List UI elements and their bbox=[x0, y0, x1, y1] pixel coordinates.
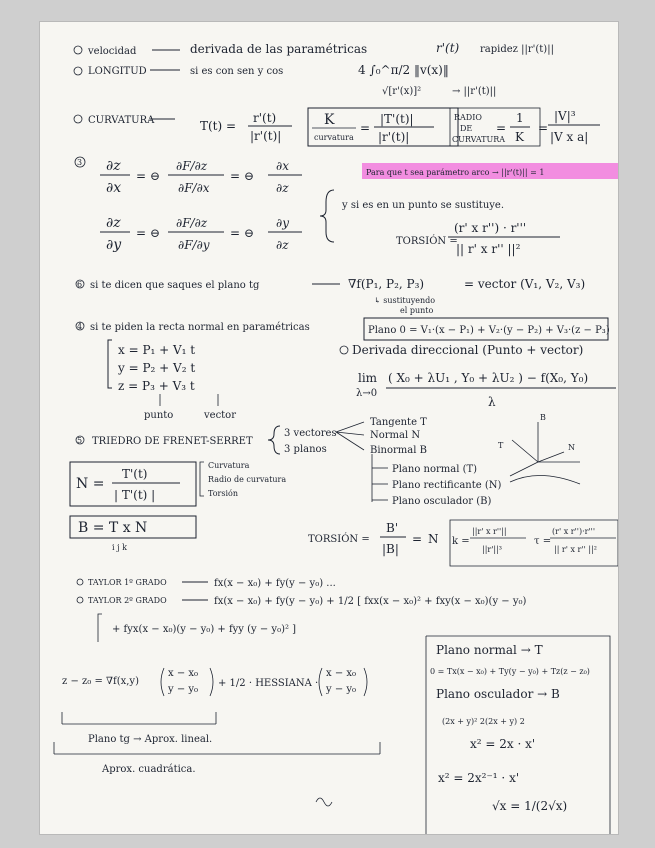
taylor2-cont: + fyx(x − x₀)(y − y₀) + fyy (y − y₀)² ] bbox=[112, 624, 297, 635]
notes-sheet bbox=[40, 22, 618, 834]
n-lhs: N = bbox=[76, 476, 105, 492]
z-eq: z = P₃ + V₃ t bbox=[118, 379, 195, 393]
sustituyendo-text: ↳ sustituyendo bbox=[374, 296, 436, 305]
bullet-icon bbox=[74, 115, 82, 123]
torsion-num: (r' x r'') · r''' bbox=[454, 221, 527, 235]
torsion-den: || r' x r'' ||² bbox=[456, 242, 521, 256]
svg-text:= ⊖: = ⊖ bbox=[136, 169, 160, 183]
gradient-formula: ∇f(P₁, P₂, P₃) bbox=[348, 277, 425, 291]
v-den: |V x a| bbox=[550, 130, 589, 144]
eq1-mid-den: ∂F/∂x bbox=[178, 181, 210, 195]
section-number: 6 bbox=[77, 280, 83, 289]
bullet-icon bbox=[340, 346, 348, 354]
svg-text:=: = bbox=[496, 121, 507, 135]
three-planes: 3 planos bbox=[284, 444, 327, 455]
k-sublabel: curvatura bbox=[314, 133, 354, 142]
torsion-b-num: B' bbox=[386, 521, 399, 535]
scratch-line2: x² = 2x · x' bbox=[470, 737, 536, 751]
normal-label: Normal N bbox=[370, 430, 421, 441]
svg-text:=: = bbox=[360, 121, 371, 135]
section-number: 3 bbox=[77, 158, 83, 167]
vector-label: vector bbox=[204, 410, 236, 421]
curvatura-item: Curvatura bbox=[208, 461, 250, 470]
longitud-sub1: √[r'(x)]² bbox=[382, 86, 422, 97]
scratch-line1: (2x + y)² 2(2x + y) 2 bbox=[442, 717, 525, 726]
tau-eq-label: τ = bbox=[534, 536, 552, 547]
svg-text:B: B bbox=[540, 413, 546, 422]
tangent-num: r'(t) bbox=[253, 111, 277, 125]
hessiana-text: + 1/2 · HESSIANA · bbox=[218, 678, 319, 689]
radio-line2: DE bbox=[460, 124, 473, 133]
dzdx-num: ∂z bbox=[106, 158, 121, 174]
z-eq: z − z₀ = ∇f(x,y) bbox=[62, 676, 139, 687]
scratch-line3: x² = 2x²⁻¹ · x' bbox=[438, 771, 520, 785]
brace-icon bbox=[320, 190, 334, 242]
longitud-formula: 4 ∫₀^π/2 ‖v(x)‖ bbox=[358, 63, 449, 77]
torsion-item: Torsión bbox=[208, 489, 238, 498]
rapidez-text: rapidez ||r'(t)|| bbox=[480, 44, 554, 55]
v-num: |V|³ bbox=[554, 109, 576, 123]
frenet-sketch bbox=[498, 413, 580, 484]
sustituye-note: y si es en un punto se sustituye. bbox=[342, 200, 505, 211]
torsion-b-den: |B| bbox=[382, 542, 399, 556]
dzdy-den: ∂y bbox=[106, 237, 122, 253]
plano-eq: Plano 0 = V₁·(x − P₁) + V₂·(y − P₂) + V₃·(z − P₃) bbox=[368, 325, 610, 336]
k-den2: ||r'||³ bbox=[482, 545, 503, 554]
brace-icon bbox=[268, 426, 280, 454]
plano-rectificante: Plano rectificante (N) bbox=[392, 480, 502, 491]
radio-num: 1 bbox=[516, 111, 524, 125]
k-eq-label: k = bbox=[452, 536, 470, 547]
section-number: 5 bbox=[77, 436, 83, 445]
plano-normal-eq: 0 = Tx(x − x₀) + Ty(y − y₀) + Tz(z − z₀) bbox=[430, 667, 590, 676]
hvec-top: x − x₀ bbox=[326, 668, 357, 679]
svg-text:=: = bbox=[538, 121, 549, 135]
radio-den: K bbox=[515, 130, 524, 144]
eq2-mid-den: ∂F/∂y bbox=[178, 238, 210, 252]
velocidad-label: velocidad bbox=[88, 46, 137, 57]
brace-icon bbox=[108, 340, 112, 388]
radio-item: Radio de curvatura bbox=[208, 475, 287, 484]
plano-normal: Plano normal (T) bbox=[392, 464, 478, 475]
svg-text:N: N bbox=[568, 443, 575, 452]
svg-text:=: = bbox=[412, 532, 423, 546]
bullet-icon bbox=[74, 46, 82, 54]
section-number: 4 bbox=[77, 322, 83, 331]
vec-top: x − x₀ bbox=[168, 668, 199, 679]
taylor2-expr: fx(x − x₀) + fy(y − y₀) + 1/2 [ fxx(x − x₀)² + fxy(x − x₀)(y − y₀) bbox=[214, 596, 527, 607]
deriv-dir-title: Derivada direccional (Punto + vector) bbox=[352, 343, 584, 357]
squiggle-mark bbox=[316, 798, 332, 806]
torsion-lhs: TORSIÓN = bbox=[308, 534, 370, 545]
plano-osculador-label: Plano osculador → B bbox=[436, 687, 560, 701]
tau-den: || r' x r'' ||² bbox=[554, 545, 597, 554]
dzdy-num: ∂z bbox=[106, 215, 121, 231]
svg-text:= ⊖: = ⊖ bbox=[230, 226, 254, 240]
n-num: T'(t) bbox=[122, 467, 148, 481]
torsion-label: TORSIÓN = bbox=[396, 236, 458, 247]
punto-label: punto bbox=[144, 410, 174, 421]
torsion-n: N bbox=[428, 532, 439, 546]
tangente-label: Tangente T bbox=[370, 417, 427, 428]
taylor2-label: TAYLOR 2º GRADO bbox=[88, 596, 167, 605]
radio-line1: RADIO bbox=[454, 113, 482, 122]
svg-text:= ⊖: = ⊖ bbox=[136, 226, 160, 240]
k-numerator: |T'(t)| bbox=[380, 112, 414, 126]
aprox-cuadratica: Aprox. cuadrática. bbox=[102, 764, 196, 775]
b-eq: B = T x N bbox=[78, 520, 148, 536]
plano-osculador: Plano osculador (B) bbox=[392, 496, 492, 507]
taylor1-label: TAYLOR 1º GRADO bbox=[88, 578, 167, 587]
dzdx-den: ∂x bbox=[106, 180, 122, 196]
bullet-icon bbox=[74, 67, 82, 75]
eq1-right-den: ∂z bbox=[276, 181, 289, 195]
plano-tg-aprox: Plano tg → Aprox. lineal. bbox=[88, 734, 213, 745]
taylor1-expr: fx(x − x₀) + fy(y − y₀) ... bbox=[214, 578, 336, 589]
tangent-lhs: T(t) = bbox=[200, 119, 237, 133]
longitud-label: LONGITUD bbox=[88, 66, 147, 77]
recta-normal-text: si te piden la recta normal en paramétricas bbox=[90, 322, 310, 333]
ijk-label: i j k bbox=[112, 543, 127, 552]
lim-den: λ bbox=[488, 395, 496, 409]
tau-num: (r' x r'')·r''' bbox=[552, 527, 596, 536]
x-eq: x = P₁ + V₁ t bbox=[118, 343, 196, 357]
bullet-icon bbox=[77, 597, 83, 603]
velocidad-formula: r'(t) bbox=[436, 41, 460, 55]
plano-tg-text: si te dicen que saques el plano tg bbox=[90, 280, 260, 291]
eq2-right-den: ∂z bbox=[276, 238, 289, 252]
frenet-title: TRIEDRO DE FRENET-SERRET bbox=[92, 436, 253, 447]
tangent-den: |r'(t)| bbox=[250, 129, 282, 143]
n-den: | T'(t) | bbox=[114, 488, 156, 502]
k-denominator: |r'(t)| bbox=[378, 130, 410, 144]
three-vectors: 3 vectores bbox=[284, 428, 337, 439]
handwritten-notes bbox=[40, 22, 618, 834]
k-symbol: K bbox=[324, 112, 335, 128]
bullet-icon bbox=[77, 579, 83, 585]
hvec-bot: y − y₀ bbox=[326, 684, 357, 695]
eq2-mid-num: ∂F/∂z bbox=[176, 216, 208, 230]
eq1-mid-num: ∂F/∂z bbox=[176, 159, 208, 173]
radio-line3: CURVATURA bbox=[452, 135, 506, 144]
eq1-right-num: ∂x bbox=[276, 159, 289, 173]
gradient-eq: = vector (V₁, V₂, V₃) bbox=[464, 277, 586, 291]
curvatura-label: CURVATURA bbox=[88, 115, 155, 126]
highlight-note: Para que t sea parámetro arco → ||r'(t)|| = 1 bbox=[366, 168, 545, 177]
lim-sub: λ→0 bbox=[356, 388, 378, 399]
lim-label: lim bbox=[358, 371, 378, 385]
k-num2: ||r' x r''|| bbox=[472, 527, 507, 536]
el-punto-text: el punto bbox=[400, 306, 434, 315]
velocidad-desc: derivada de las paramétricas bbox=[190, 42, 368, 56]
binormal-label: Binormal B bbox=[370, 445, 427, 456]
longitud-desc: si es con sen y cos bbox=[190, 66, 284, 77]
vec-bot: y − y₀ bbox=[168, 684, 199, 695]
svg-text:= ⊖: = ⊖ bbox=[230, 169, 254, 183]
y-eq: y = P₂ + V₂ t bbox=[118, 361, 196, 375]
plano-normal-label: Plano normal → T bbox=[436, 643, 543, 657]
scratch-line4: √x = 1/(2√x) bbox=[492, 799, 568, 813]
svg-text:T: T bbox=[498, 441, 504, 450]
lim-expr: ( X₀ + λU₁ , Y₀ + λU₂ ) − f(X₀, Y₀) bbox=[388, 371, 589, 385]
eq2-right-num: ∂y bbox=[276, 216, 289, 230]
longitud-sub2: → ||r'(t)|| bbox=[452, 86, 497, 97]
